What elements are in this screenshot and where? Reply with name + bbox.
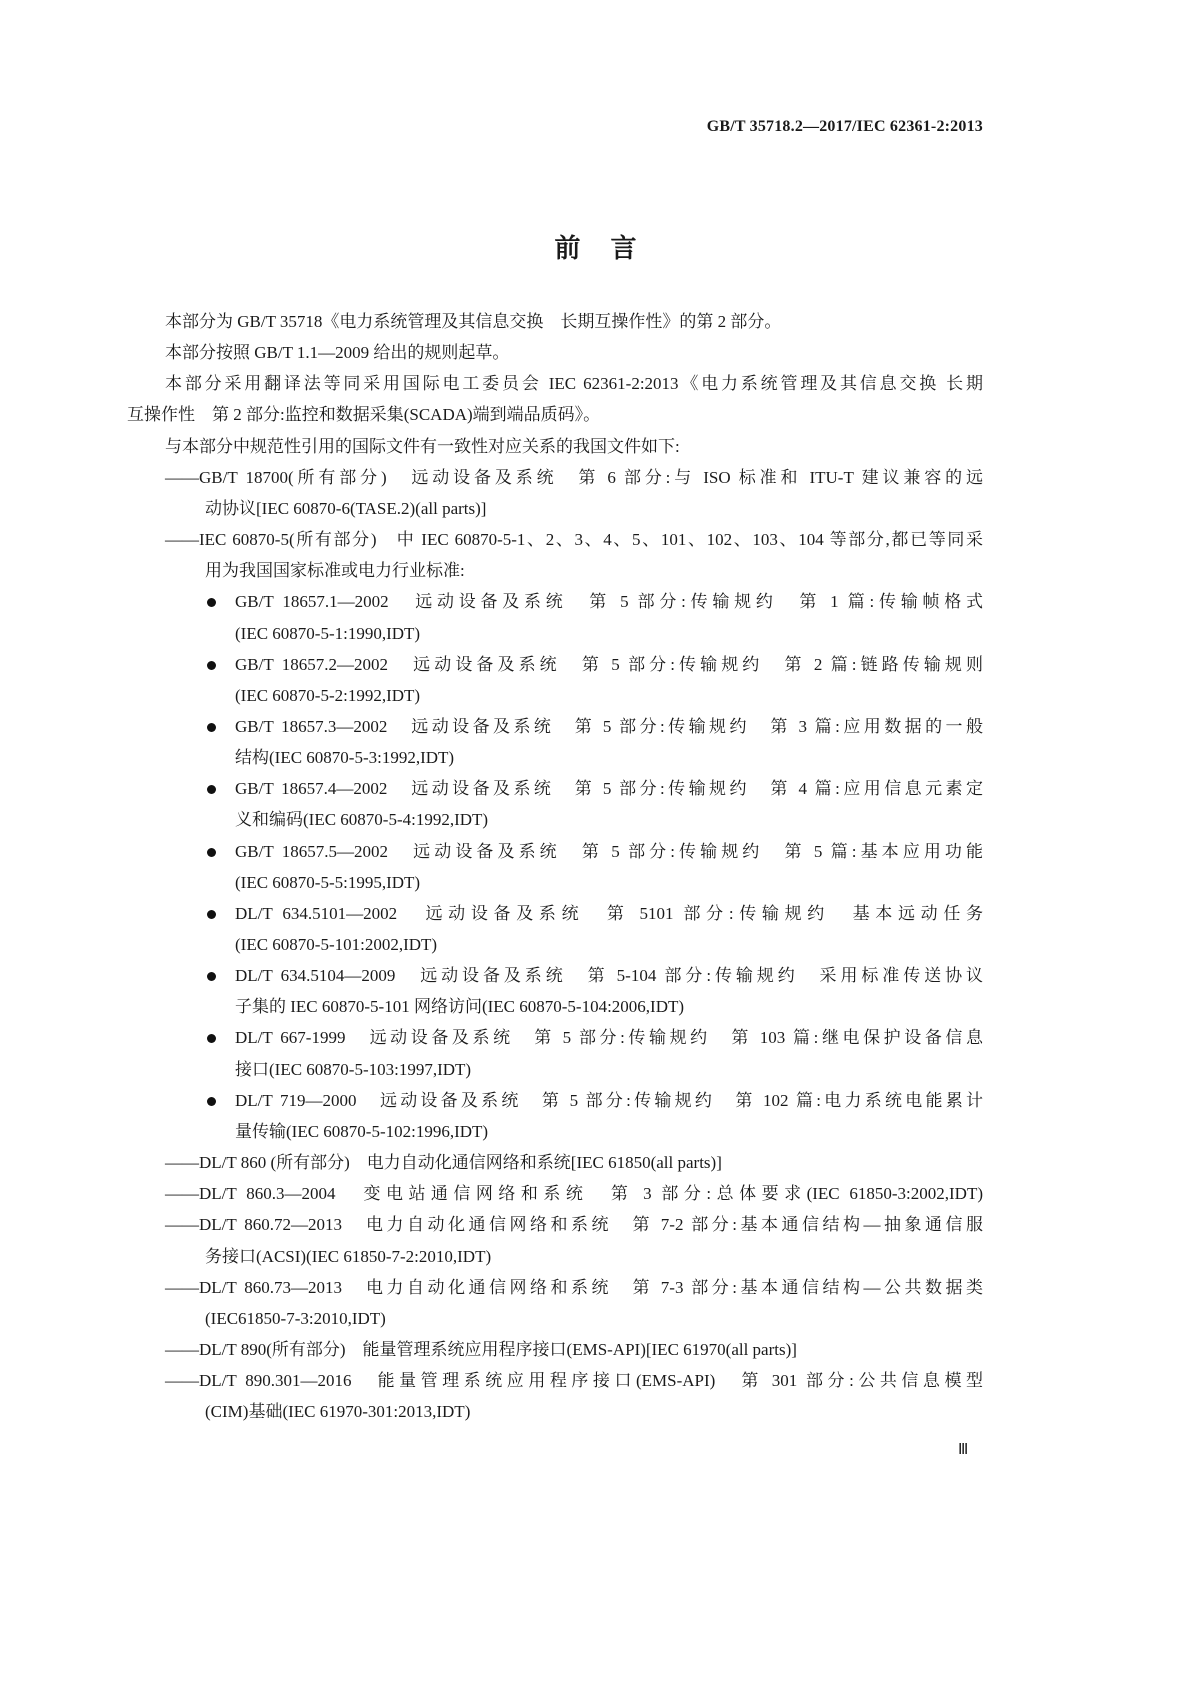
dash-list-item-line: (CIM)基础(IEC 61970-301:2013,IDT) xyxy=(205,1402,471,1422)
dash-list-item-line: ——DL/T 860.72—2013 电力自动化通信网络和系统 第 7-2 部分:基本通信结构—抽象通信服 xyxy=(165,1215,983,1235)
bullet-list-item-line: GB/T 18657.3—2002 远动设备及系统 第 5 部分:传输规约 第 3 篇:应用数据的一般 xyxy=(235,716,983,736)
bullet-icon xyxy=(207,785,216,794)
bullet-list-item-line: (IEC 60870-5-1:1990,IDT) xyxy=(235,623,421,643)
dash-list-item-line: ——GB/T 18700(所有部分) 远动设备及系统 第 6 部分:与 ISO 标准和 ITU-T 建议兼容的远 xyxy=(165,467,983,487)
bullet-list-item-line: GB/T 18657.4—2002 远动设备及系统 第 5 部分:传输规约 第 4 篇:应用信息元素定 xyxy=(235,779,983,799)
bullet-list-item-line: DL/T 634.5104—2009 远动设备及系统 第 5-104 部分:传输规约 采用标准传送协议 xyxy=(235,966,983,986)
bullet-list-item-line: 结构(IEC 60870-5-3:1992,IDT) xyxy=(235,748,455,768)
dash-list-item-line: ——DL/T 860.73—2013 电力自动化通信网络和系统 第 7-3 部分:基本通信结构—公共数据类 xyxy=(165,1277,983,1297)
bullet-list-item-line: GB/T 18657.1—2002 远动设备及系统 第 5 部分:传输规约 第 1 篇:传输帧格式 xyxy=(235,592,983,612)
paragraph-line: 本部分为 GB/T 35718《电力系统管理及其信息交换 长期互操作性》的第 2 部分。 xyxy=(165,312,782,331)
bullet-icon xyxy=(207,598,216,607)
bullet-list-item-line: DL/T 719—2000 远动设备及系统 第 5 部分:传输规约 第 102 篇:电力系统电能累计 xyxy=(235,1090,983,1110)
bullet-icon xyxy=(207,848,216,857)
standard-number-header: GB/T 35718.2—2017/IEC 62361-2:2013 xyxy=(706,118,983,135)
bullet-list-item-line: GB/T 18657.2—2002 远动设备及系统 第 5 部分:传输规约 第 2 篇:链路传输规则 xyxy=(235,654,983,674)
dash-list-item-line: 用为我国国家标准或电力行业标准: xyxy=(205,561,465,581)
bullet-list-item-line: (IEC 60870-5-101:2002,IDT) xyxy=(235,935,438,954)
dash-list-item-line: ——IEC 60870-5(所有部分) 中 IEC 60870-5-1、2、3、4、5、101、102、103、104 等部分,都已等同采 xyxy=(165,530,983,550)
bullet-icon xyxy=(207,723,216,732)
page-title: 前言 xyxy=(554,234,667,264)
bullet-list-item-line: 义和编码(IEC 60870-5-4:1992,IDT) xyxy=(235,810,489,830)
paragraph-line: 与本部分中规范性引用的国际文件有一致性对应关系的我国文件如下: xyxy=(165,436,680,456)
paragraph-line: 本部分采用翻译法等同采用国际电工委员会 IEC 62361-2:2013《电力系统管理及其信息交换 长期 xyxy=(165,374,983,394)
dash-list-item-line: ——DL/T 890.301—2016 能量管理系统应用程序接口(EMS-API) 第 301 部分:公共信息模型 xyxy=(165,1371,983,1391)
paragraph-line: 本部分按照 GB/T 1.1—2009 给出的规则起草。 xyxy=(165,343,510,363)
bullet-list-item-line: (IEC 60870-5-2:1992,IDT) xyxy=(235,685,421,705)
dash-list-item-line: (IEC61850-7-3:2010,IDT) xyxy=(205,1308,386,1328)
page-number: Ⅲ xyxy=(958,1442,969,1458)
bullet-list-item-line: 接口(IEC 60870-5-103:1997,IDT) xyxy=(235,1059,472,1079)
bullet-icon xyxy=(207,1097,216,1106)
bullet-icon xyxy=(207,972,216,981)
bullet-list-item-line: DL/T 667-1999 远动设备及系统 第 5 部分:传输规约 第 103 篇:继电保护设备信息 xyxy=(235,1028,983,1048)
dash-list-item-line: 动协议[IEC 60870-6(TASE.2)(all parts)] xyxy=(205,498,487,518)
dash-list-item-line: 务接口(ACSI)(IEC 61850-7-2:2010,IDT) xyxy=(205,1246,492,1266)
bullet-icon xyxy=(207,1034,216,1043)
bullet-list-item-line: (IEC 60870-5-5:1995,IDT) xyxy=(235,872,421,892)
bullet-list-item-line: 子集的 IEC 60870-5-101 网络访问(IEC 60870-5-104:2006,IDT) xyxy=(235,997,685,1017)
dash-list-item-line: ——DL/T 860 (所有部分) 电力自动化通信网络和系统[IEC 61850(all parts)] xyxy=(165,1153,722,1173)
bullet-list-item-line: GB/T 18657.5—2002 远动设备及系统 第 5 部分:传输规约 第 5 篇:基本应用功能 xyxy=(235,841,983,861)
bullet-list-item-line: 量传输(IEC 60870-5-102:1996,IDT) xyxy=(235,1121,489,1141)
paragraph-line: 互操作性 第 2 部分:监控和数据采集(SCADA)端到端品质码》。 xyxy=(127,405,601,425)
dash-list-item-line: ——DL/T 890(所有部分) 能量管理系统应用程序接口(EMS-API)[IEC 61970(all parts)] xyxy=(165,1339,797,1359)
dash-list-item-line: ——DL/T 860.3—2004 变电站通信网络和系统 第 3 部分:总体要求(IEC 61850-3:2002,IDT) xyxy=(165,1184,983,1204)
bullet-icon xyxy=(207,661,216,670)
bullet-icon xyxy=(207,910,216,919)
bullet-list-item-line: DL/T 634.5101—2002 远动设备及系统 第 5101 部分:传输规约 基本远动任务 xyxy=(235,903,983,923)
